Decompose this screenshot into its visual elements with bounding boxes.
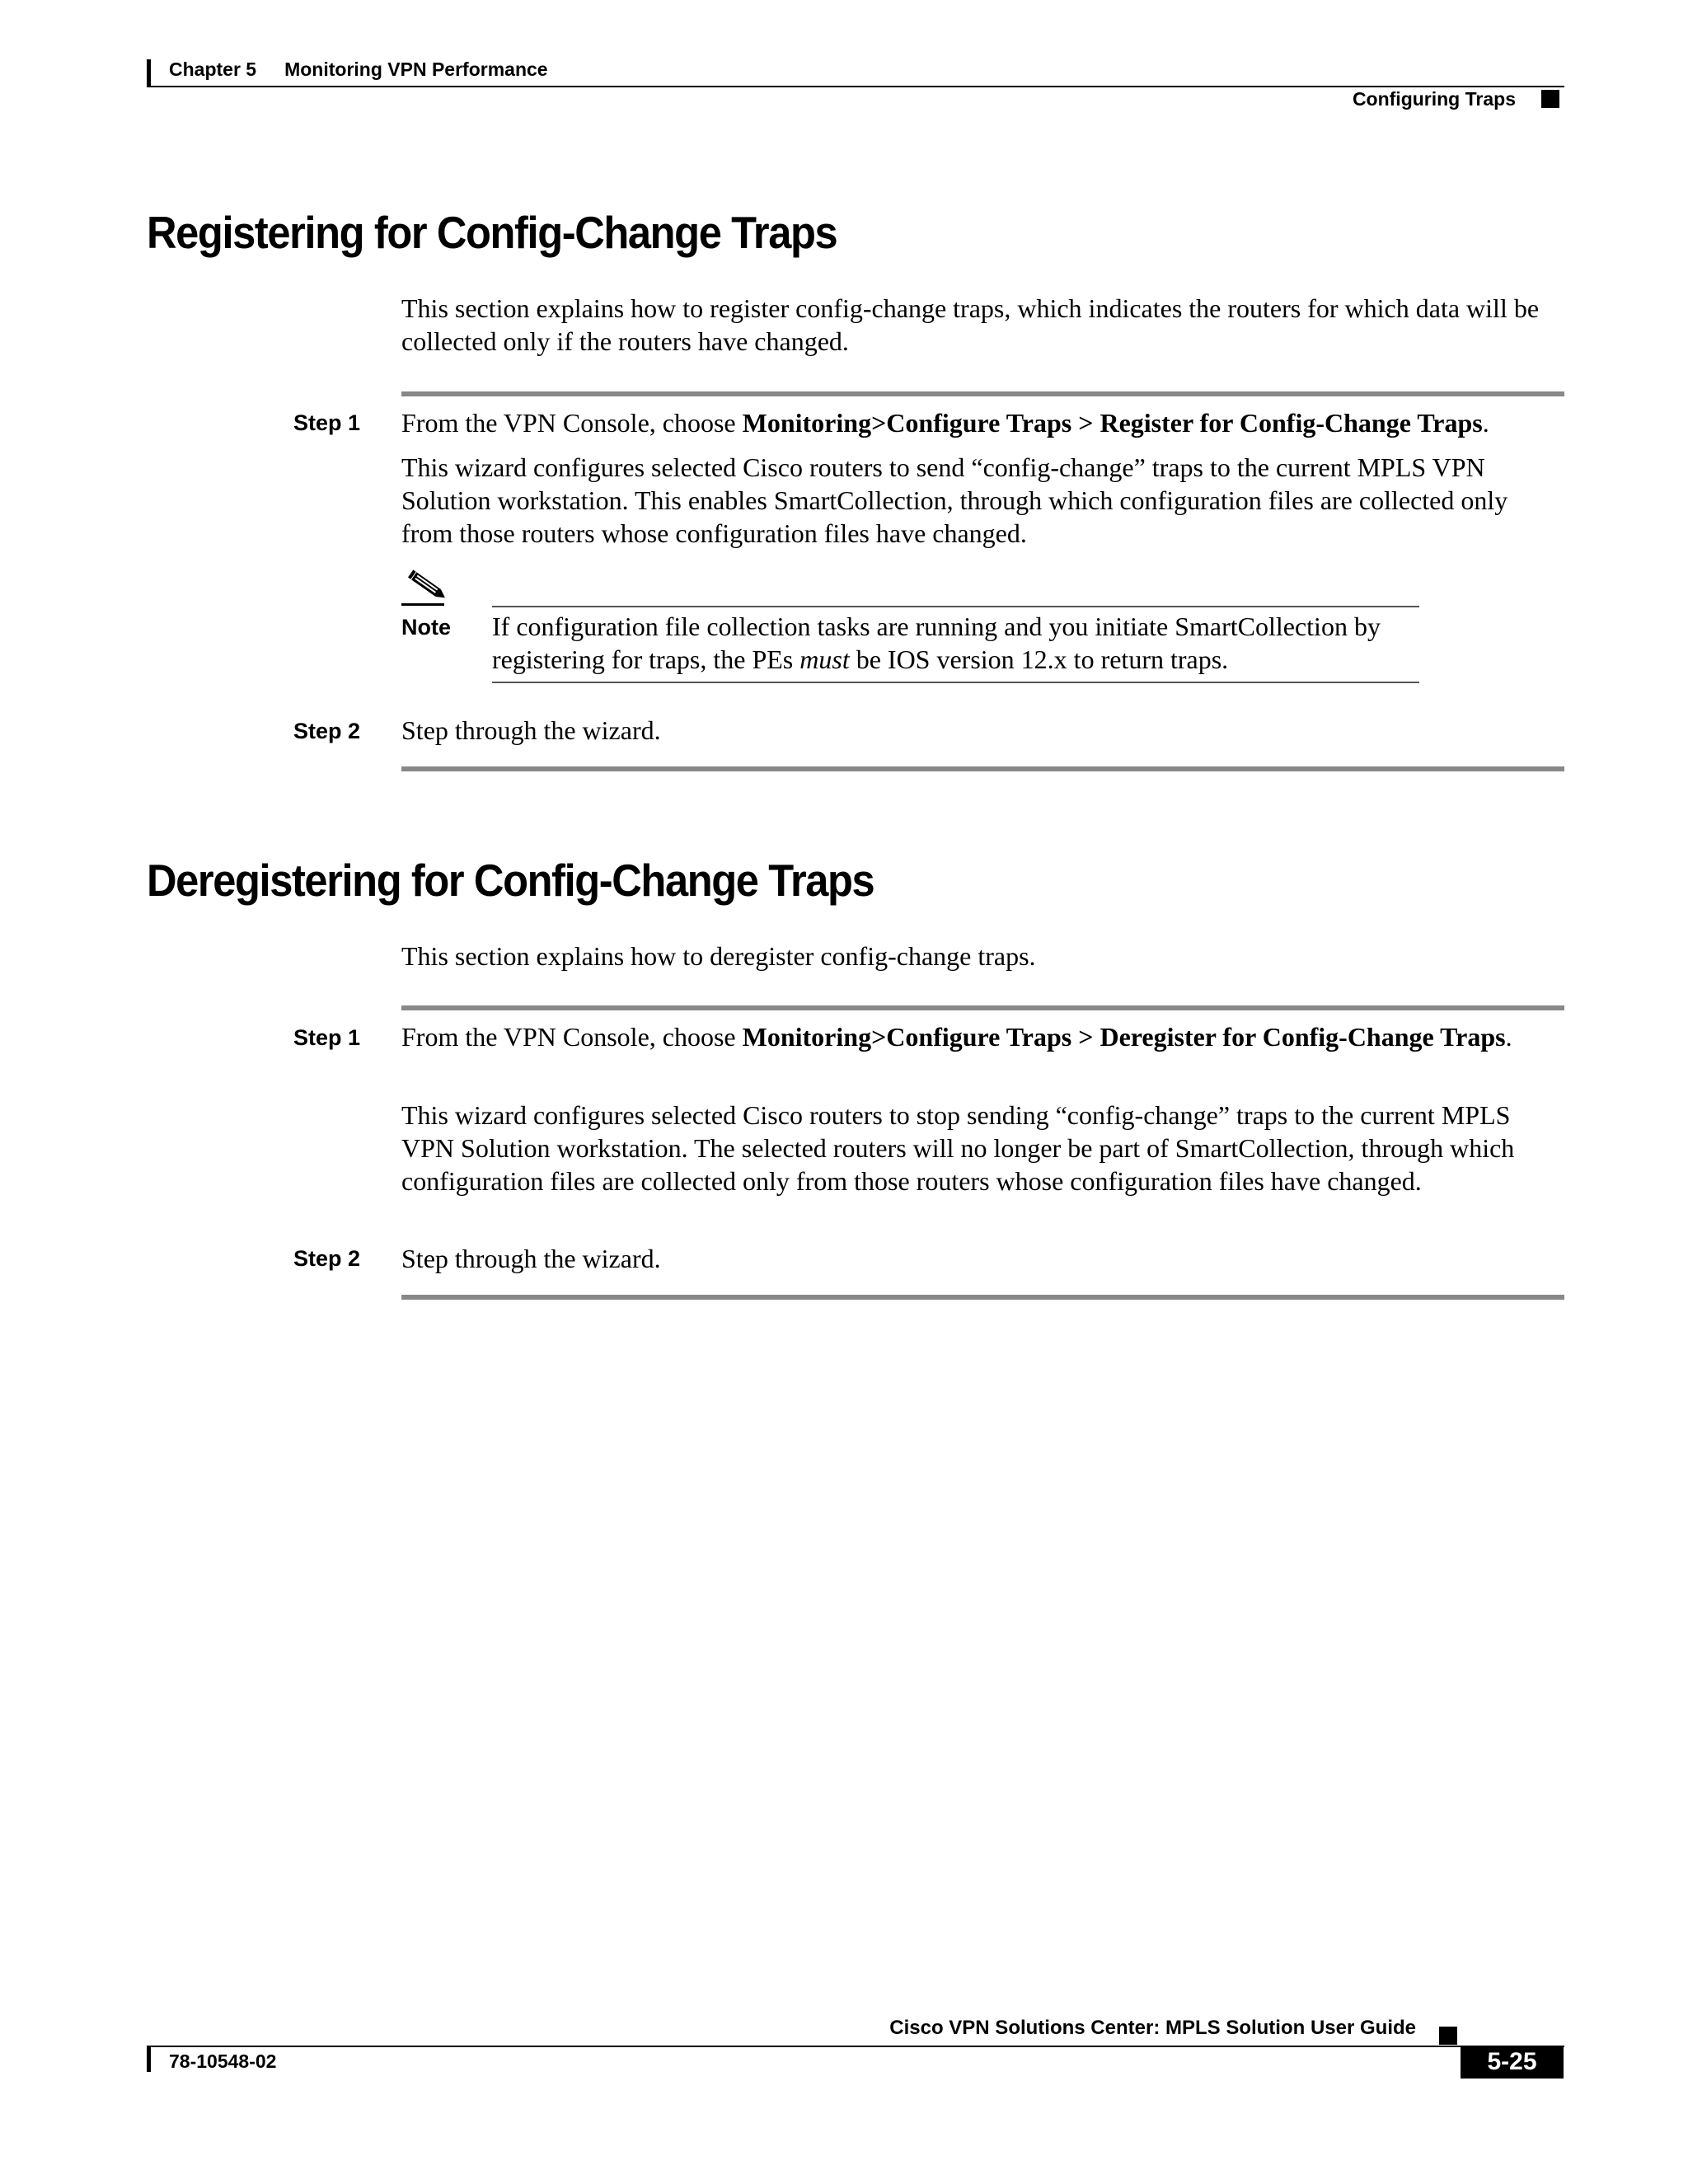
section-heading-deregister: Deregistering for Config-Change Traps <box>147 855 874 906</box>
menu-path: Monitoring>Configure Traps > Deregister for Config-Change Traps <box>742 1022 1506 1052</box>
step-instruction: From the VPN Console, choose Monitoring>Configure Traps > Deregister for Config-Change Traps. <box>401 1022 1512 1052</box>
footer-rule <box>147 2046 1564 2047</box>
footer-margin-bar <box>147 2046 151 2072</box>
header-margin-bar <box>147 59 151 86</box>
chapter-title: Monitoring VPN Performance <box>284 59 548 80</box>
step-label: Step 1 <box>293 410 361 435</box>
note-bottom-rule <box>492 682 1419 683</box>
running-header-section: Configuring Traps <box>1352 88 1516 110</box>
step-label: Step 2 <box>293 719 361 743</box>
running-header-chapter <box>169 59 548 81</box>
procedure-bottom-rule <box>401 1295 1564 1300</box>
step-label: Step 2 <box>293 1246 361 1271</box>
chapter-number: Chapter 5 <box>169 59 257 80</box>
note-pencil-icon <box>400 567 449 607</box>
note-emphasis: must <box>799 644 850 674</box>
footer-doc-number: 78-10548-02 <box>169 2050 277 2072</box>
note-top-rule <box>492 606 1419 607</box>
header-rule <box>147 86 1564 87</box>
step-instruction: Step through the wizard. <box>401 715 661 745</box>
page-number-badge: 5-25 <box>1461 2046 1564 2079</box>
note-text: If configuration file collection tasks are running and you initiate SmartCollection by registering for traps, the PEs must be IOS version 12.x to return traps. <box>492 612 1381 674</box>
step-label: Step 1 <box>293 1025 361 1050</box>
step-instruction: From the VPN Console, choose Monitoring>Configure Traps > Register for Config-Change Traps. <box>401 408 1489 438</box>
section-intro-deregister: This section explains how to deregister config-change traps. <box>401 941 1036 971</box>
section-intro-register: This section explains how to register config-change traps, which indicates the routers for which data will be collected only if the routers have changed. <box>401 293 1540 356</box>
menu-path: Monitoring>Configure Traps > Register for Config-Change Traps <box>742 408 1483 438</box>
step-instruction: Step through the wizard. <box>401 1244 661 1273</box>
note-label: Note <box>401 615 451 640</box>
procedure-top-rule <box>401 1005 1564 1010</box>
step-detail: This wizard configures selected Cisco routers to send “config-change” traps to the current MPLS VPN Solution workstation. This enables SmartCollection, through which configuration files are collected only from those routers whose configuration files have changed. <box>401 452 1508 548</box>
procedure-bottom-rule <box>401 766 1564 771</box>
footer-book-title: Cisco VPN Solutions Center: MPLS Solution User Guide <box>889 2017 1416 2039</box>
header-marker-square <box>1541 90 1559 108</box>
procedure-top-rule <box>401 391 1564 396</box>
step-detail: This wizard configures selected Cisco routers to stop sending “config-change” traps to the current MPLS VPN Solution workstation. The selected routers will no longer be part of SmartCollection, through which configuration files are collected only from those routers whose configuration files have changed. <box>401 1100 1515 1196</box>
footer-marker-square <box>1439 2027 1457 2045</box>
section-heading-register: Registering for Config-Change Traps <box>147 207 837 258</box>
